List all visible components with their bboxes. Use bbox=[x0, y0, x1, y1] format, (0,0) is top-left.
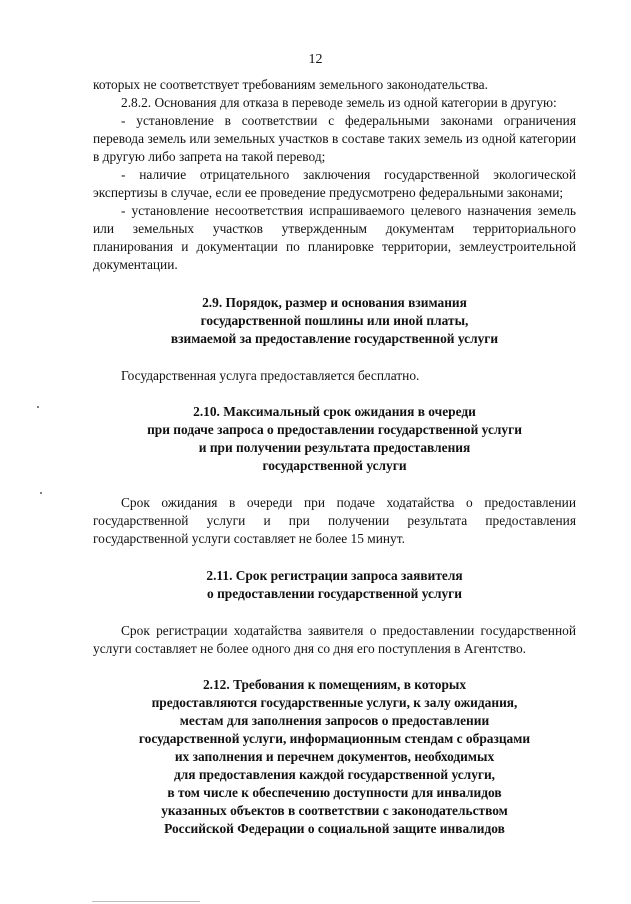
heading-2-10: 2.10. Максимальный срок ожидания в очереди при подаче запроса о предоставлении государственной услуги и при получении результата предоставления государственной услуги bbox=[147, 404, 522, 473]
page-content bbox=[93, 76, 576, 838]
paragraph-continuation: которых не соответствует требованиям земельного законодательства. bbox=[93, 77, 488, 92]
scan-speck bbox=[40, 492, 42, 494]
text-2-10: Срок ожидания в очереди при подаче ходатайства о предоставлении государственной услуги и при получении результата предоставления государственной услуги составляет не более 15 минут. bbox=[93, 495, 576, 546]
list-item-mismatch: - установление несоответствия испрашиваемого целевого назначения земель или земельных участков утвержденным документам территориального планирования и документации по планировке территории, землеустроительной документации. bbox=[93, 203, 576, 272]
heading-2-9: 2.9. Порядок, размер и основания взимания государственной пошлины или иной платы, взимаемой за предоставление государственной услуги bbox=[170, 295, 499, 346]
text-2-11: Срок регистрации ходатайства заявителя о предоставлении государственной услуги составляет не более одного дня со дня его поступления в Агентство. bbox=[93, 623, 576, 656]
scan-speck bbox=[37, 406, 39, 408]
heading-2-11: 2.11. Срок регистрации запроса заявителя о предоставлении государственной услуги bbox=[206, 568, 463, 601]
paragraph-2-8-2: 2.8.2. Основания для отказа в переводе земель из одной категории в другую: bbox=[121, 95, 557, 110]
list-item-ecological-expertise: - наличие отрицательного заключения государственной экологической экспертизы в случае, если ее проведение предусмотрено федеральными законами; bbox=[93, 167, 576, 200]
bottom-rule bbox=[92, 901, 200, 902]
list-item-restriction: - установление в соответствии с федеральными законами ограничения перевода земель или земельных участков в составе таких земель из одной категории в другую либо запрета на такой перевод; bbox=[93, 113, 576, 164]
heading-2-12: 2.12. Требования к помещениям, в которых предоставляются государственные услуги, к залу ожидания, местам для заполнения запросов о предоставлении государственной услуги, информационным стендам с образцами их заполнения и перечнем документов, необходимых для предоставления каждой государственной услуги, в том числе к обеспечению доступности для инвалидов указанных объектов в соответствии с законодательством Российской Федерации о социальной защите инвалидов bbox=[138, 677, 531, 836]
page-number: 12 bbox=[308, 52, 323, 67]
text-2-9: Государственная услуга предоставляется бесплатно. bbox=[121, 368, 420, 383]
